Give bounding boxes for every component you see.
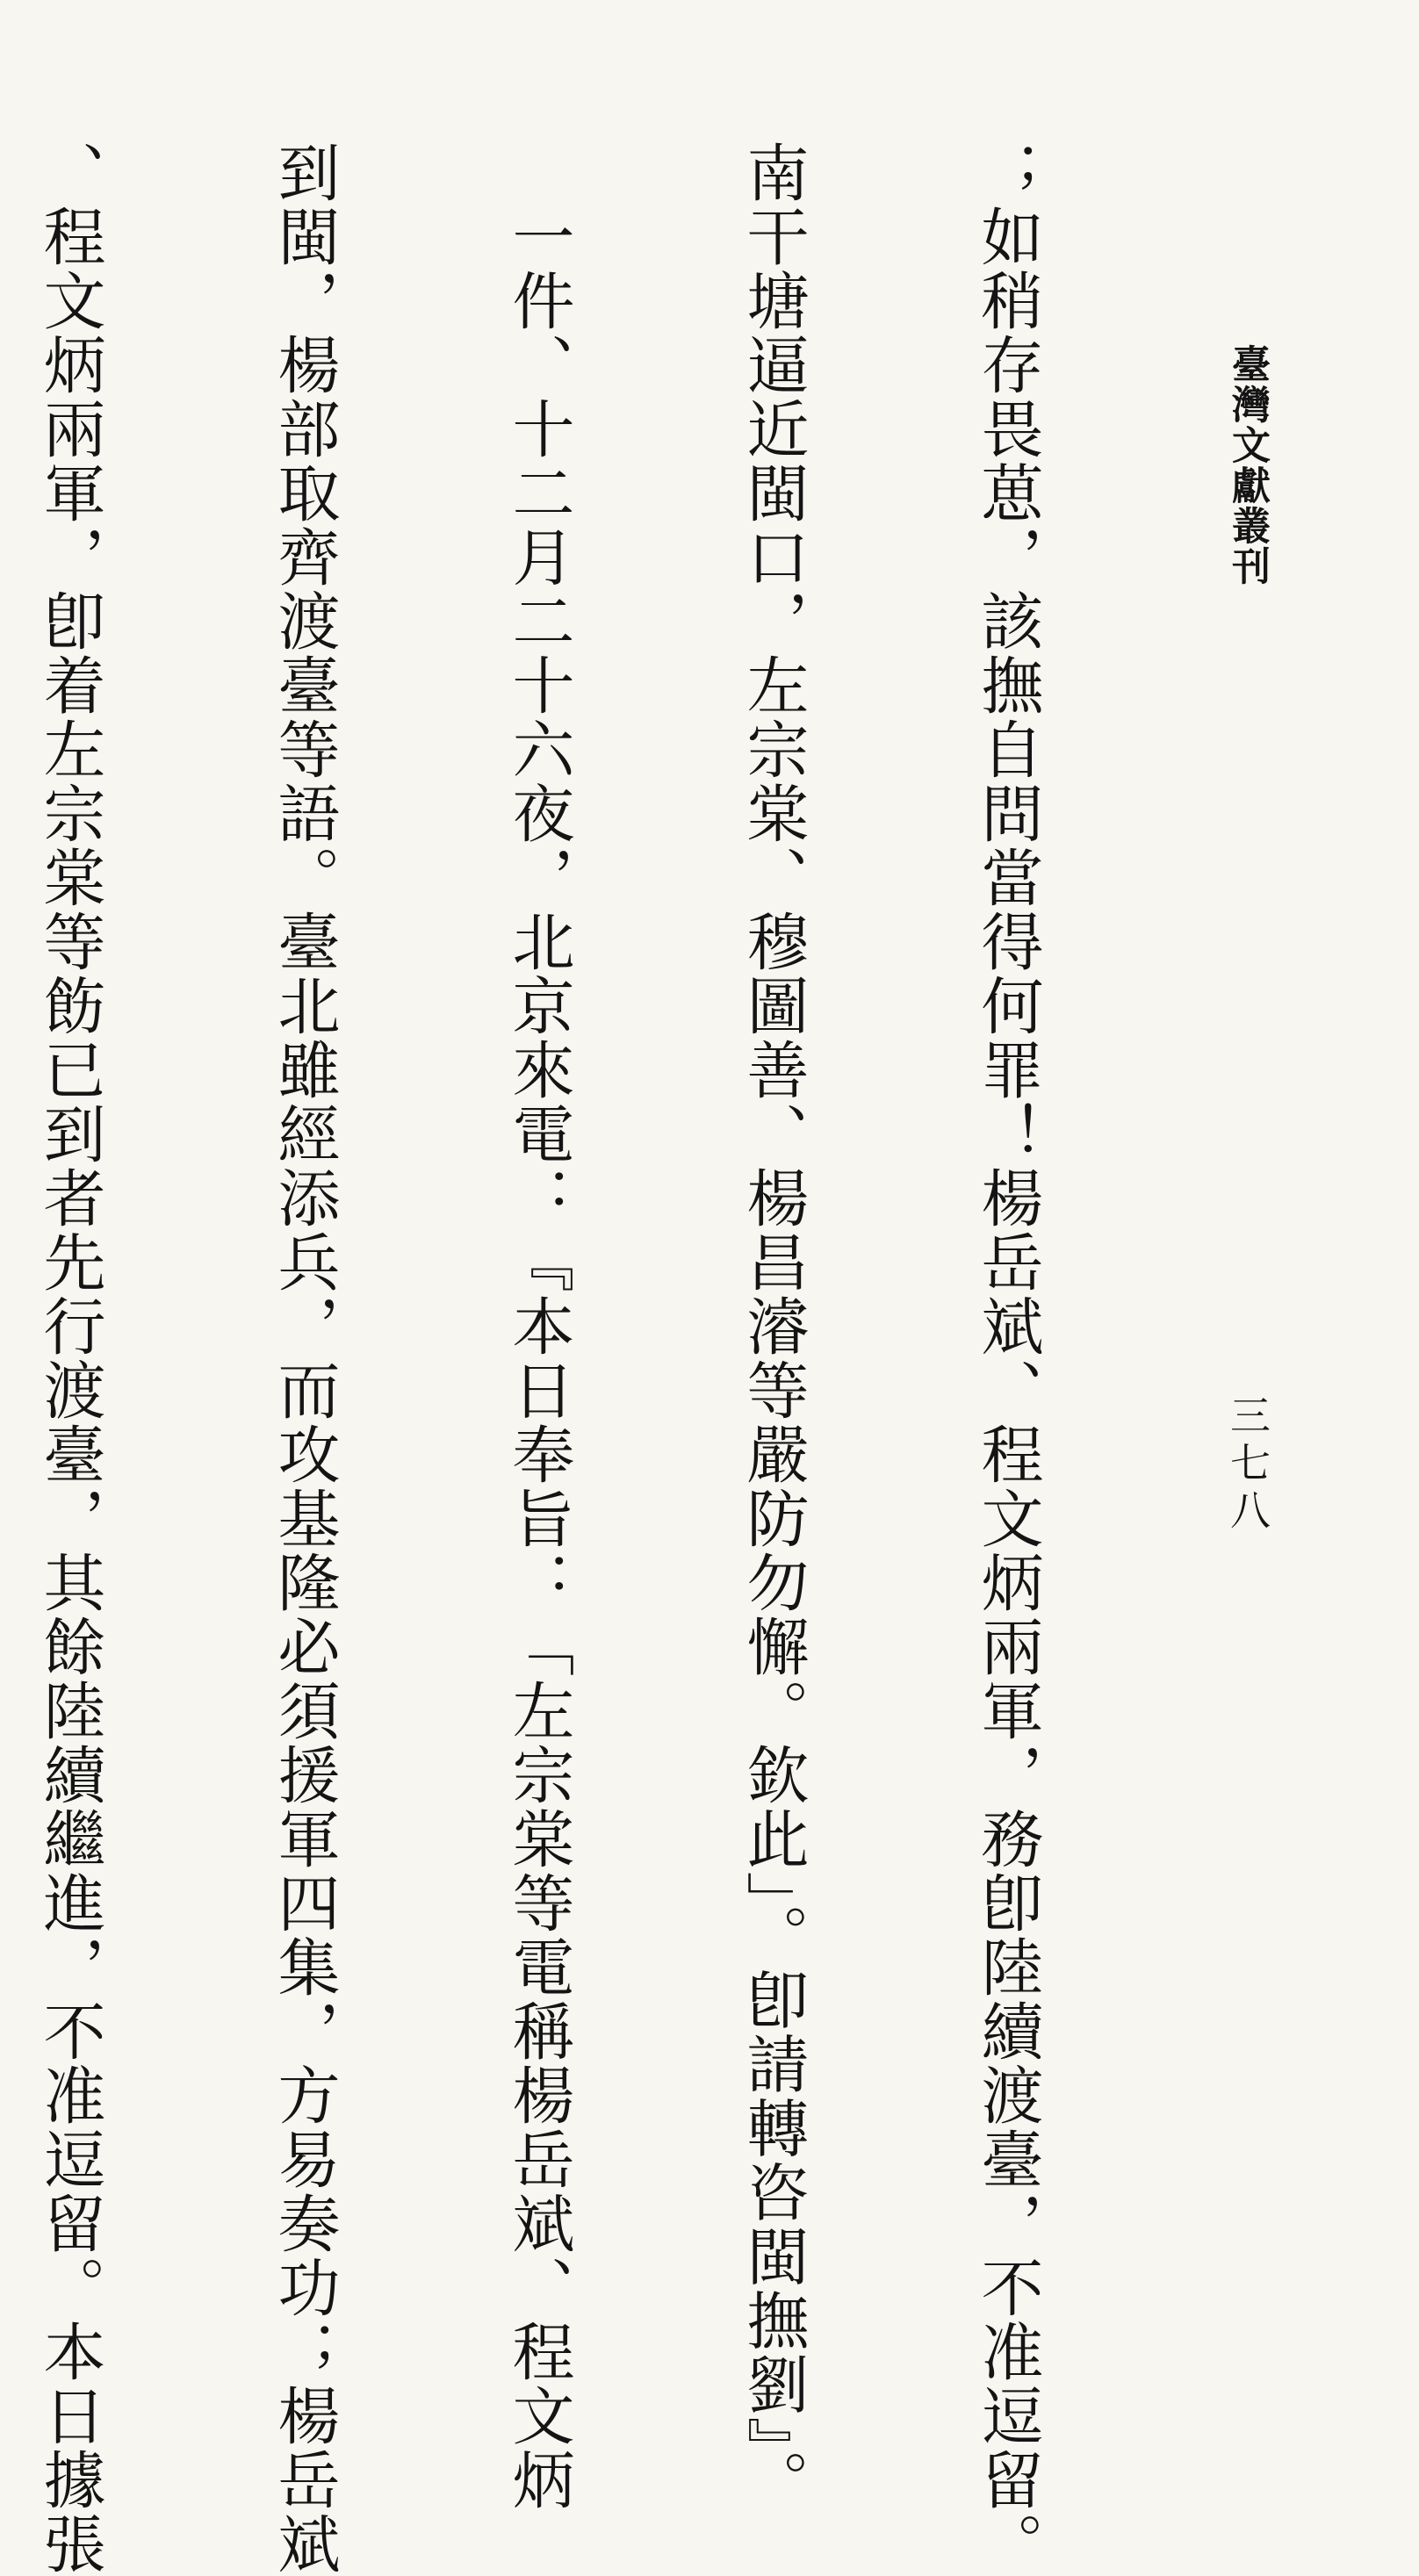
running-title: 臺灣文獻叢刊	[1225, 344, 1270, 586]
text-column: 到閩，楊部取齊渡臺等語。臺北雖經添兵，而攻基隆必須援軍四集，方易奏功；楊岳斌	[268, 140, 341, 2576]
text-column: 一件、十二月二十六夜，北京來電：『本日奉旨：「左宗棠等電稱楊岳斌、程文炳	[502, 140, 575, 2512]
text-column: 、程文炳兩軍，卽着左宗棠等飭已到者先行渡臺，其餘陸續繼進，不准逗留。本日據張	[33, 140, 106, 2576]
text-column: ；如稍存畏葸，該撫自問當得何罪！楊岳斌、程文炳兩軍，務卽陸續渡臺，不准逗留。	[971, 140, 1044, 2576]
page-number: 三七八	[1224, 1394, 1271, 1536]
text-column: 南干塘逼近閩口，左宗棠、穆圖善、楊昌濬等嚴防勿懈。欽此」。卽請轉咨閩撫劉』。	[737, 140, 810, 2514]
body-text	[33, 140, 1203, 2576]
